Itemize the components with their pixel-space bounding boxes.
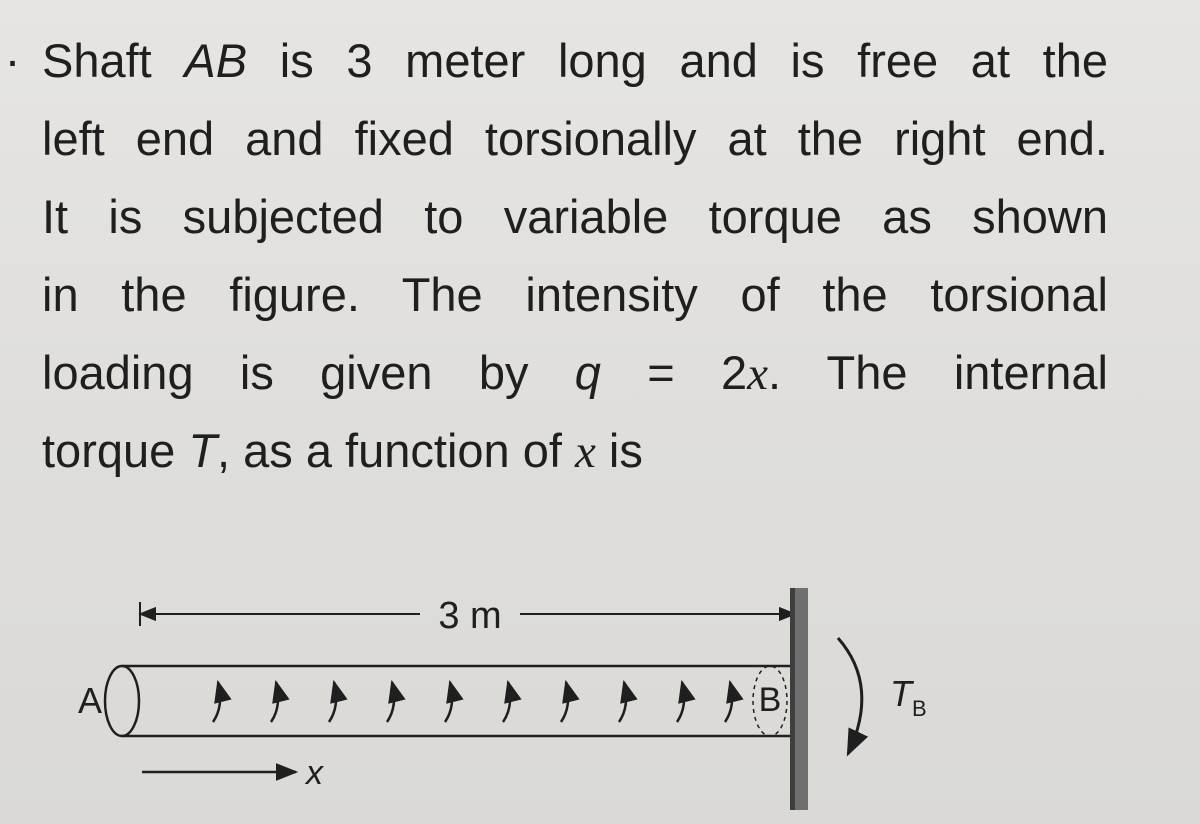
distributed-torque-arrows xyxy=(213,682,732,722)
torque-arrow-icon xyxy=(619,682,626,722)
shaft xyxy=(105,666,790,736)
torque-arrow-icon xyxy=(725,682,732,722)
torque-arrow-icon xyxy=(503,682,510,722)
torque-arrow-icon xyxy=(387,682,394,722)
question-line-6: torque T, as a function of x is xyxy=(42,424,643,478)
reaction-torque-arrow-icon xyxy=(838,638,862,754)
question-number-marker: . xyxy=(6,23,20,76)
question-line-5: loading is given by q = 2x. The internal xyxy=(42,346,1108,400)
x-coordinate-label: x xyxy=(306,754,323,792)
question-line-2: left end and fixed torsionally at the right end. xyxy=(42,112,1108,165)
end-label-a: A xyxy=(78,680,103,721)
question-line-4: in the figure. The intensity of the torsional xyxy=(42,268,1108,321)
x-coordinate xyxy=(142,754,324,792)
question-line-3: It is subjected to variable torque as shown xyxy=(42,190,1108,243)
question-line-1: Shaft AB is 3 meter long and is free at the xyxy=(42,34,1108,87)
dimension-3m xyxy=(140,595,795,637)
shaft-end-a xyxy=(105,666,139,736)
reaction-torque-label: $T_B$ xyxy=(890,673,927,721)
torque-arrow-icon xyxy=(445,682,452,722)
torque-arrow-icon xyxy=(677,682,684,722)
reaction-torque xyxy=(838,638,927,754)
fixed-support-wall xyxy=(790,588,808,810)
torque-arrow-icon xyxy=(561,682,568,722)
dimension-label: 3 m xyxy=(438,595,502,637)
torque-arrow-icon xyxy=(329,682,336,722)
shaft-diagram xyxy=(0,560,1200,824)
end-label-b: B xyxy=(758,681,782,719)
torque-arrow-icon xyxy=(271,682,278,722)
question-text xyxy=(0,22,1160,490)
torque-arrow-icon xyxy=(213,682,220,722)
